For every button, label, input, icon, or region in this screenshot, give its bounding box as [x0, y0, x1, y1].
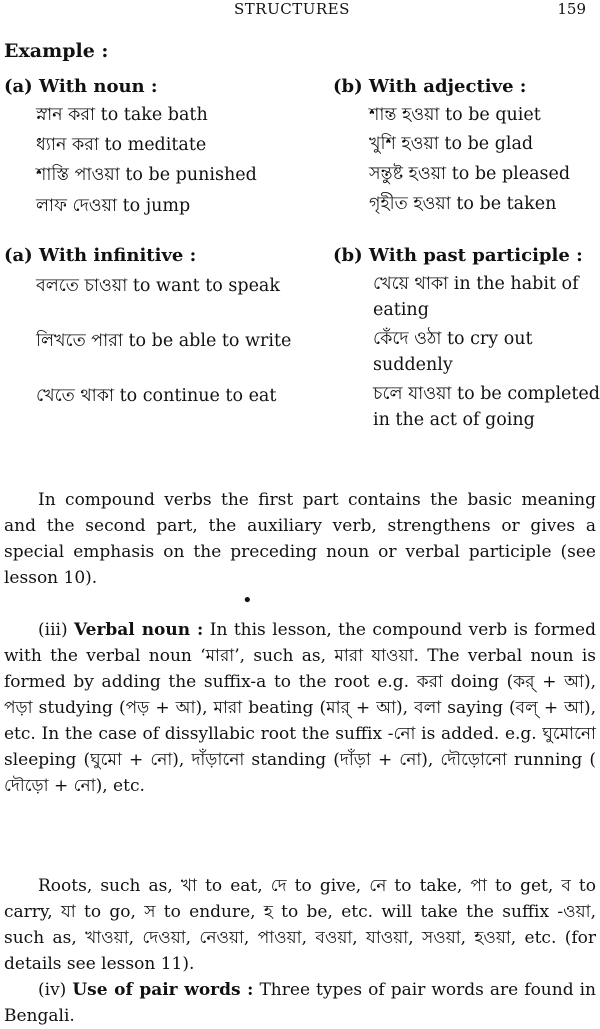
- past-participle-item: কেঁদে ওঠা to cry out suddenly: [373, 329, 533, 375]
- noun-item: শাস্তি পাওয়া to be punished: [36, 165, 257, 185]
- section-text: Three types of pair words are found in Bengali.: [4, 980, 597, 1026]
- running-head: STRUCTURES: [234, 0, 350, 18]
- infinitive-item: বলতে চাওয়া to want to speak: [36, 276, 280, 296]
- noun-item: ধ্যান করা to meditate: [36, 135, 207, 155]
- stray-mark: •: [242, 590, 253, 611]
- adjective-item: শান্ত হওয়া to be quiet: [369, 105, 541, 125]
- adjective-item: সন্তুষ্ট হওয়া to be pleased: [369, 164, 571, 184]
- noun-item: লাফ দেওয়া to jump: [36, 196, 191, 216]
- noun-item: স্নান করা to take bath: [36, 105, 208, 125]
- infinitive-heading: (a) With infinitive :: [4, 245, 197, 266]
- compound-verb-paragraph: In compound verbs the first part contains the basic meaning and the second part, the auxiliary verb, strengthens or gives a special emphasis on the preceding noun or verbal participle (see lesson 10).: [4, 490, 596, 588]
- noun-heading: (a) With noun :: [4, 76, 158, 97]
- section-number: (iii): [38, 620, 68, 640]
- infinitive-item: লিখতে পারা to be able to write: [36, 331, 292, 351]
- past-participle-item: খেয়ে থাকা in the habit of eating: [373, 274, 579, 320]
- roots-paragraph: Roots, such as, খা to eat, দে to give, নে to take, পা to get, ব to carry, যা to go, স to endure, হ to be, etc. will take the suffix -ওয়া, such as, খাওয়া, দেওয়া, নেওয়া, পাওয়া, বওয়া, যাওয়া, সওয়া, হওয়া, etc. (for details see lesson 11).: [4, 876, 596, 974]
- section-title: Use of pair words :: [72, 980, 254, 1000]
- section-text: In this lesson, the compound verb is formed with the verbal noun ‘মারা’, such as, মারা যাওয়া. The verbal noun is formed by adding the suffix-a to the root e.g. করা doing (কর্ + আ), পড়া studying (পড় + আ), মারা beating (মার্ + আ), বলা saying (বল্ + আ), etc. In the case of dissyllabic root the suffix -নো is added. e.g. ঘুমোনো sleeping (ঘুমো + নো), দাঁড়ানো standing (দাঁড়া + নো), দৌড়োনো running ( দৌড়ো + নো), etc.: [4, 620, 596, 796]
- section-title: Verbal noun :: [74, 620, 204, 640]
- past-participle-item: চলে যাওয়া to be completed in the act of going: [373, 384, 600, 430]
- adjective-heading: (b) With adjective :: [333, 76, 527, 97]
- section-number: (iv): [38, 980, 67, 1000]
- pair-words-paragraph: [4, 977, 596, 1029]
- page-number: 159: [557, 0, 586, 18]
- adjective-item: খুশি হওয়া to be glad: [369, 134, 534, 154]
- adjective-item: গৃহীত হওয়া to be taken: [369, 194, 557, 214]
- past-participle-heading: (b) With past participle :: [333, 245, 583, 266]
- verbal-noun-paragraph: [4, 617, 596, 799]
- example-heading: Example :: [4, 40, 109, 62]
- infinitive-item: খেতে থাকা to continue to eat: [36, 386, 277, 406]
